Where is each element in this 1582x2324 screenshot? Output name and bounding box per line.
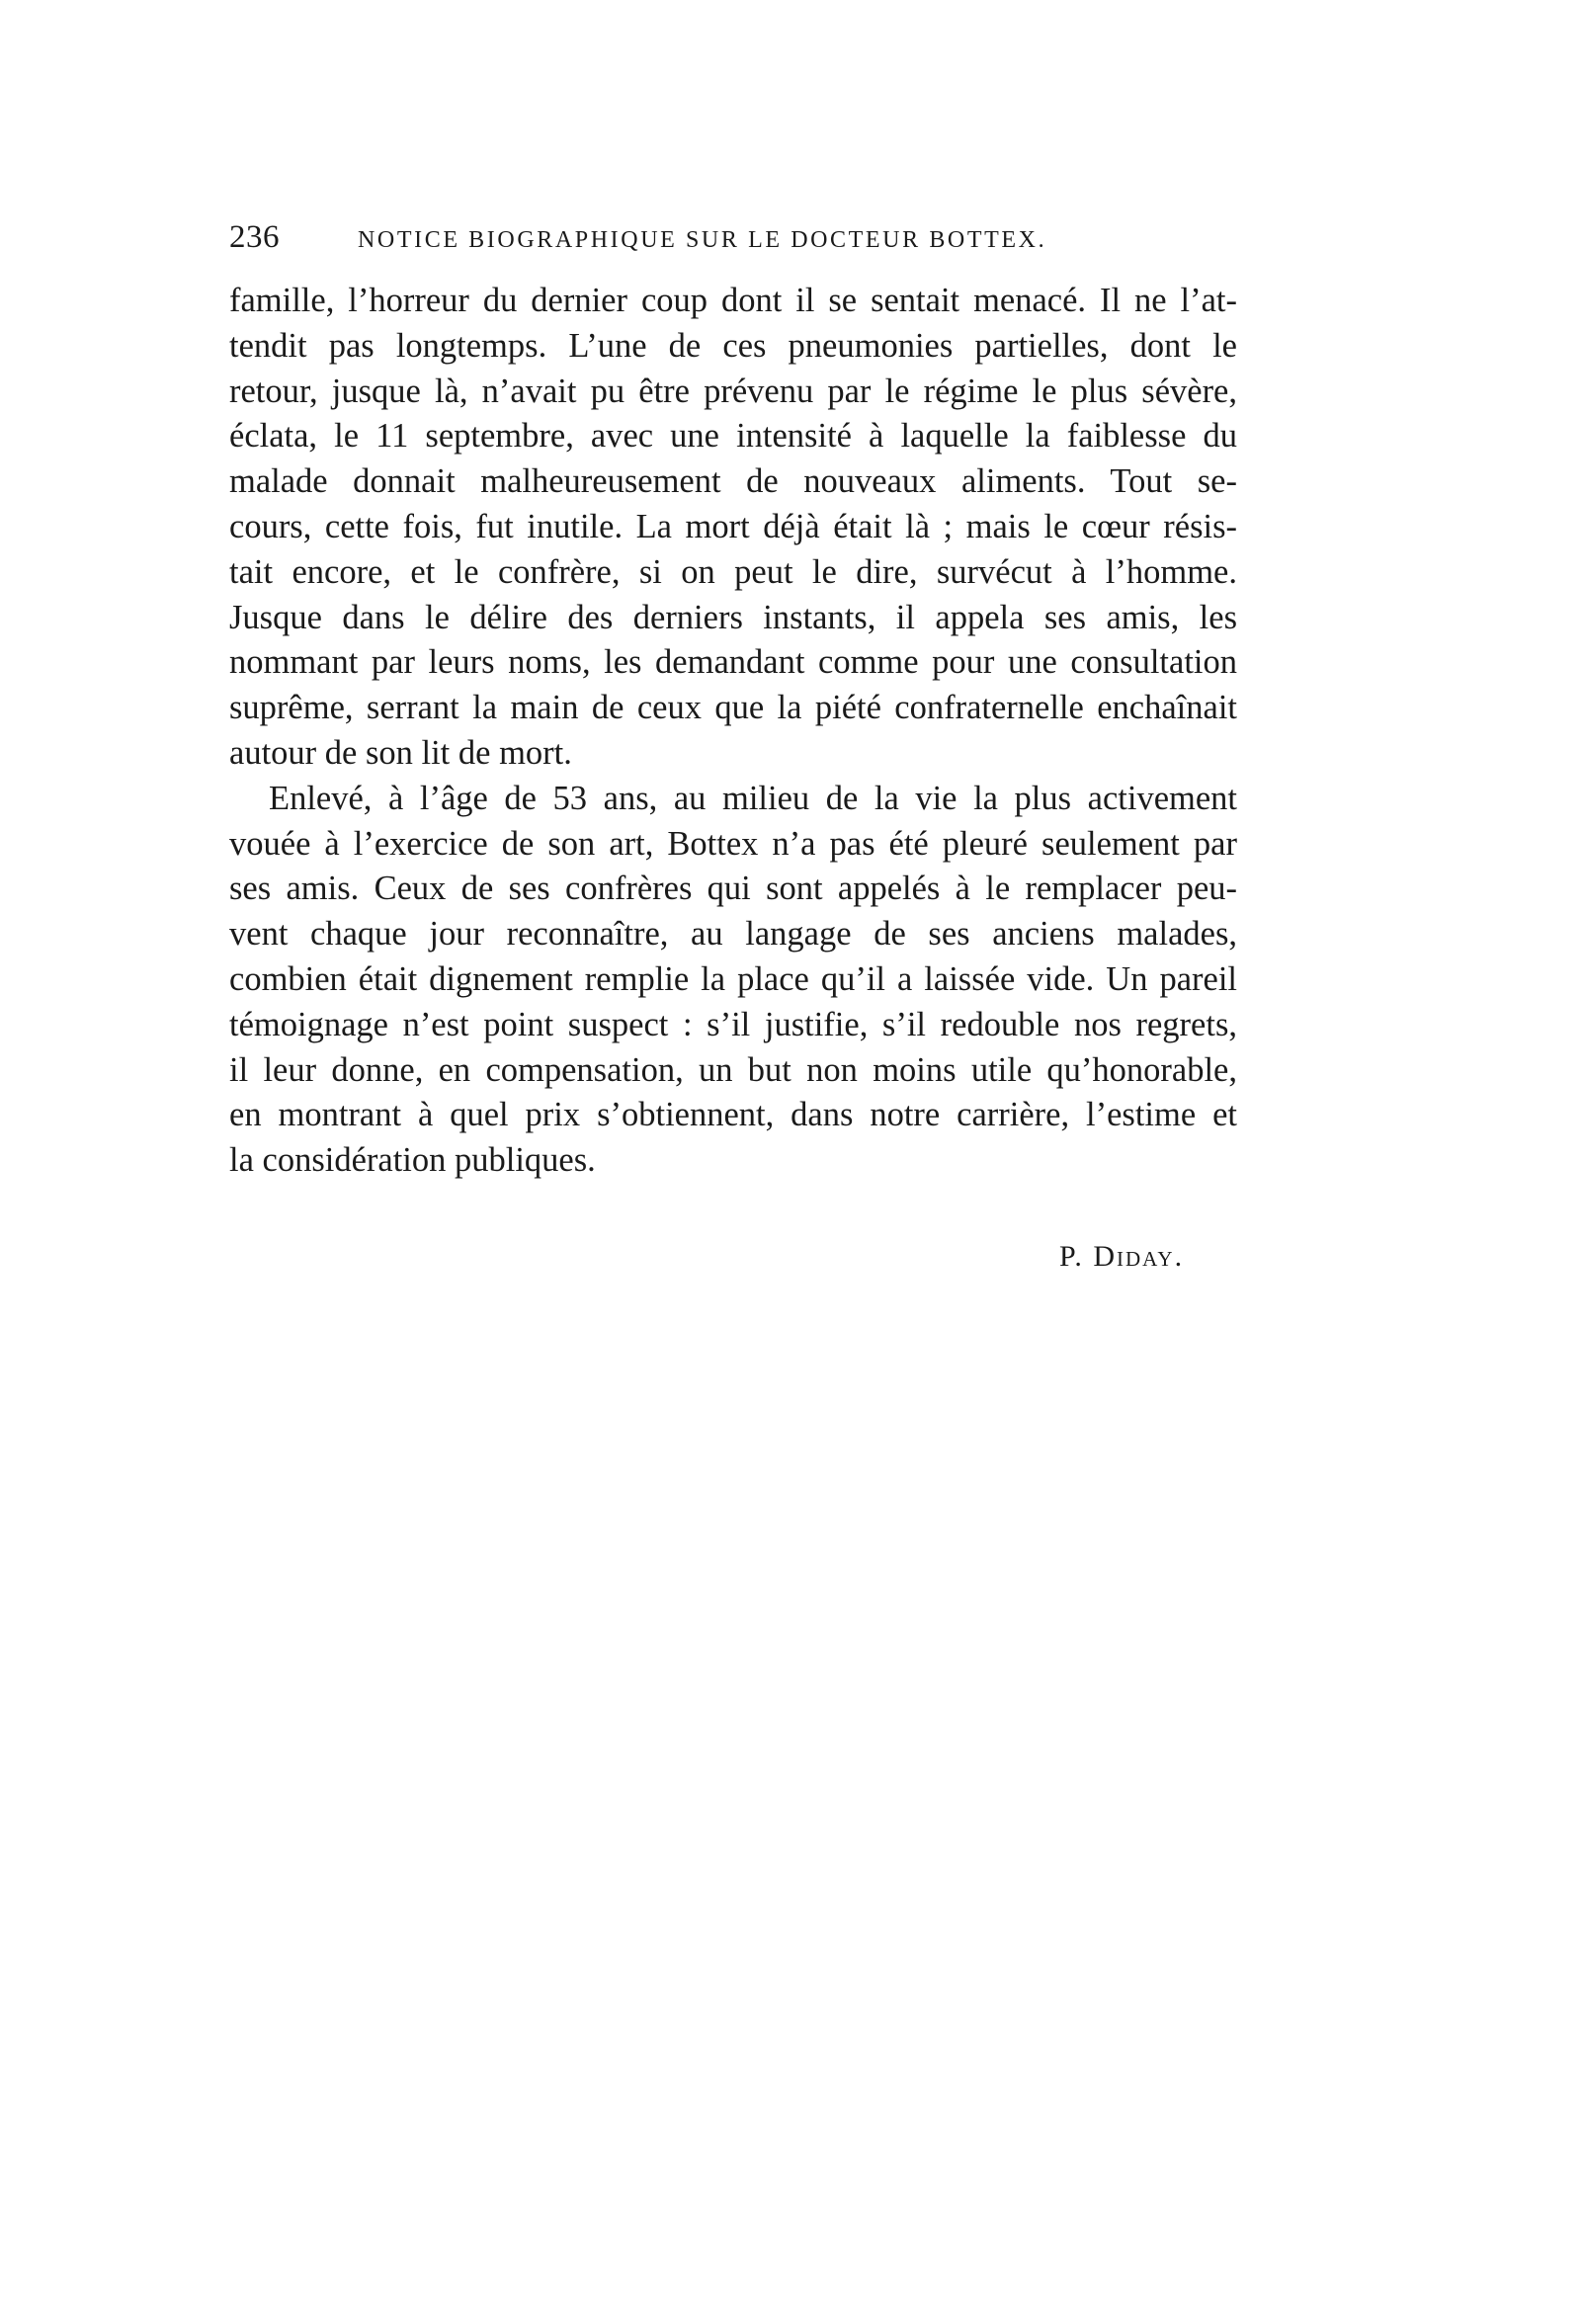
text-line: en montrant à quel prix s’obtiennent, dans notre carrière, l’estime et — [229, 1096, 1237, 1134]
text-line: retour, jusque là, n’avait pu être prévenu par le régime le plus sévère, — [229, 372, 1237, 410]
paragraph-2 — [229, 777, 1237, 1184]
text-line: Jusque dans le délire des derniers instants, il appela ses amis, les — [229, 598, 1237, 636]
text-line: tendit pas longtemps. L’une de ces pneumonies partielles, dont le — [229, 326, 1237, 365]
text-line: suprême, serrant la main de ceux que la piété confraternelle enchaînait — [229, 689, 1237, 727]
author-signature: P. Diday. — [1059, 1240, 1185, 1273]
text-line: malade donnait malheureusement de nouveaux aliments. Tout se- — [229, 462, 1237, 501]
text-line: éclata, le 11 septembre, avec une intensité à laquelle la faiblesse du — [229, 417, 1237, 456]
text-line: témoignage n’est point suspect : s’il justifie, s’il redouble nos regrets, — [229, 1005, 1237, 1043]
text-line: tait encore, et le confrère, si on peut le dire, survécut à l’homme. — [229, 552, 1237, 591]
text-line: nommant par leurs noms, les demandant comme pour une consultation — [229, 643, 1237, 682]
text-line: la considération publiques. — [229, 1141, 596, 1180]
text-line: il leur donne, en compensation, un but non moins utile qu’honorable, — [229, 1050, 1237, 1089]
text-line: autour de son lit de mort. — [229, 733, 572, 772]
body-text — [229, 279, 1237, 1184]
text-line: ses amis. Ceux de ses confrères qui sont appelés à le remplacer peu- — [229, 870, 1237, 908]
text-line: cours, cette fois, fut inutile. La mort déjà était là ; mais le cœur résis- — [229, 507, 1237, 545]
running-head — [229, 219, 1227, 259]
running-title: NOTICE BIOGRAPHIQUE SUR LE DOCTEUR BOTTEX. — [358, 227, 1047, 253]
text-line: vent chaque jour reconnaître, au langage de ses anciens malades, — [229, 915, 1237, 954]
text-line: famille, l’horreur du dernier coup dont il se sentait menacé. Il ne l’at- — [229, 282, 1237, 319]
text-line: combien était dignement remplie la place qu’il a laissée vide. Un pareil — [229, 959, 1237, 998]
paragraph-1 — [229, 279, 1237, 777]
text-line: Enlevé, à l’âge de 53 ans, au milieu de la vie la plus activement — [269, 779, 1237, 817]
page-number: 236 — [229, 219, 280, 255]
text-line: vouée à l’exercice de son art, Bottex n’a pas été pleuré seulement par — [229, 824, 1237, 863]
